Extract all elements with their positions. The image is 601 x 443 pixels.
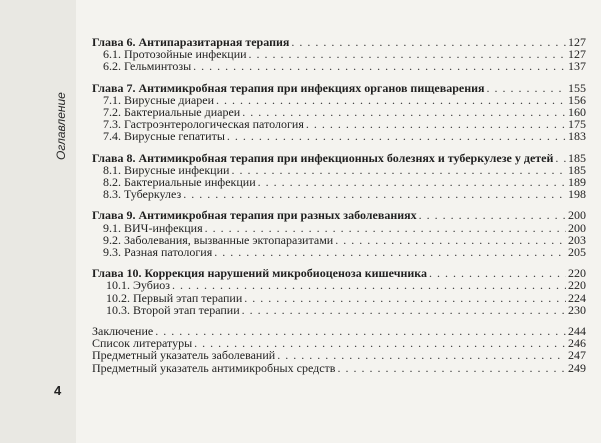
- toc-section-entry[interactable]: [92, 130, 586, 142]
- toc-chapter-group: [92, 209, 586, 258]
- dot-leader: [429, 267, 566, 279]
- toc-entry-page: 249: [568, 360, 586, 375]
- toc-entry-page: 155: [568, 80, 586, 95]
- toc-entry-title: 8.1. Вирусные инфекции: [103, 162, 230, 177]
- toc-entry-title: Заключение: [92, 324, 154, 339]
- toc-entry-page: 246: [568, 336, 586, 351]
- table-of-contents: [92, 36, 586, 374]
- dot-leader: [555, 152, 566, 164]
- toc-chapters: [92, 36, 586, 316]
- dot-leader: [193, 60, 566, 72]
- dot-leader: [155, 325, 566, 337]
- dot-leader: [487, 82, 566, 94]
- dot-leader: [419, 209, 566, 221]
- dot-leader: [306, 118, 566, 130]
- toc-entry-title: 7.2. Бактериальные диареи: [103, 105, 241, 120]
- toc-entry-page: 200: [568, 220, 586, 235]
- toc-chapter-group: [92, 267, 586, 316]
- toc-section-entry[interactable]: [92, 188, 586, 200]
- dot-leader: [291, 36, 566, 48]
- dot-leader: [214, 246, 566, 258]
- toc-entry-page: 127: [568, 35, 586, 49]
- toc-chapter-group: [92, 82, 586, 143]
- toc-entry-page: 160: [568, 105, 586, 120]
- toc-chapter-entry[interactable]: [92, 152, 586, 164]
- toc-entry-title: 10.1. Эубиоз: [106, 278, 171, 293]
- toc-entry-page: 185: [568, 150, 586, 165]
- toc-entry-title: 7.4. Вирусные гепатиты: [103, 129, 225, 144]
- dot-leader: [335, 234, 566, 246]
- dot-leader: [205, 222, 566, 234]
- side-margin-strip: [0, 0, 76, 443]
- toc-chapter-entry[interactable]: [92, 82, 586, 94]
- toc-entry-page: 224: [568, 290, 586, 305]
- toc-section-entry[interactable]: [92, 304, 586, 316]
- toc-entry-page: 156: [568, 92, 586, 107]
- dot-leader: [258, 176, 566, 188]
- toc-section-entry[interactable]: [92, 279, 586, 291]
- toc-end-entry[interactable]: [92, 349, 586, 361]
- toc-entry-title: 6.2. Гельминтозы: [103, 59, 192, 74]
- toc-entry-title: 9.1. ВИЧ-инфекция: [103, 220, 203, 235]
- toc-section-entry[interactable]: [92, 246, 586, 258]
- toc-entry-page: 220: [568, 266, 586, 281]
- toc-section-entry[interactable]: [92, 60, 586, 72]
- dot-leader: [231, 164, 566, 176]
- toc-entry-page: 200: [568, 208, 586, 223]
- toc-entry-title: 9.3. Разная патология: [103, 245, 213, 260]
- dot-leader: [277, 349, 566, 361]
- toc-entry-title: Глава 7. Антимикробная терапия при инфекциях органов пищеварения: [92, 80, 485, 95]
- section-side-label: Оглавление: [54, 92, 68, 160]
- dot-leader: [183, 188, 566, 200]
- dot-leader: [242, 304, 566, 316]
- toc-entry-page: 230: [568, 302, 586, 317]
- toc-end-entry[interactable]: [92, 362, 586, 374]
- toc-entry-title: 10.2. Первый этап терапии: [106, 290, 243, 305]
- toc-entry-title: Глава 9. Антимикробная терапия при разных заболеваниях: [92, 208, 417, 223]
- toc-chapter-group: [92, 152, 586, 201]
- dot-leader: [337, 362, 566, 374]
- dot-leader: [249, 48, 566, 60]
- toc-entry-title: 9.2. Заболевания, вызванные эктопаразитами: [103, 232, 334, 247]
- toc-section-entry[interactable]: [92, 222, 586, 234]
- toc-entry-page: 220: [568, 278, 586, 293]
- toc-entry-title: 6.1. Протозойные инфекции: [103, 47, 247, 62]
- toc-chapter-group: [92, 36, 586, 73]
- toc-entry-page: 198: [568, 187, 586, 202]
- toc-entry-title: 7.1. Вирусные диареи: [103, 92, 215, 107]
- toc-entry-page: 137: [568, 59, 586, 74]
- toc-entry-title: Предметный указатель заболеваний: [92, 348, 276, 363]
- toc-chapter-entry[interactable]: [92, 209, 586, 221]
- toc-entry-page: 183: [568, 129, 586, 144]
- toc-entry-page: 244: [568, 324, 586, 339]
- toc-entry-page: 175: [568, 117, 586, 132]
- toc-entry-title: Глава 6. Антипаразитарная терапия: [92, 35, 290, 49]
- toc-entry-title: 10.3. Второй этап терапии: [106, 302, 240, 317]
- dot-leader: [216, 94, 566, 106]
- dot-leader: [227, 130, 566, 142]
- toc-entry-title: 8.3. Туберкулез: [103, 187, 182, 202]
- toc-entry-page: 247: [568, 348, 586, 363]
- dot-leader: [172, 279, 566, 291]
- toc-entry-title: 8.2. Бактериальные инфекции: [103, 175, 256, 190]
- dot-leader: [244, 292, 566, 304]
- toc-entry-page: 185: [568, 162, 586, 177]
- toc-entry-page: 203: [568, 232, 586, 247]
- toc-entry-title: Предметный указатель антимикробных средств: [92, 360, 336, 375]
- toc-entry-page: 127: [568, 47, 586, 62]
- toc-entry-page: 205: [568, 245, 586, 260]
- toc-entry-title: 7.3. Гастроэнтерологическая патология: [103, 117, 304, 132]
- toc-entry-title: Глава 8. Антимикробная терапия при инфекционных болезнях и туберкулезе у детей: [92, 150, 554, 165]
- toc-entry-title: Глава 10. Коррекция нарушений микробиоценоза кишечника: [92, 266, 428, 281]
- toc-entry-page: 189: [568, 175, 586, 190]
- toc-end-items: [92, 325, 586, 374]
- toc-entry-title: Список литературы: [92, 336, 193, 351]
- page-number: 4: [54, 383, 62, 398]
